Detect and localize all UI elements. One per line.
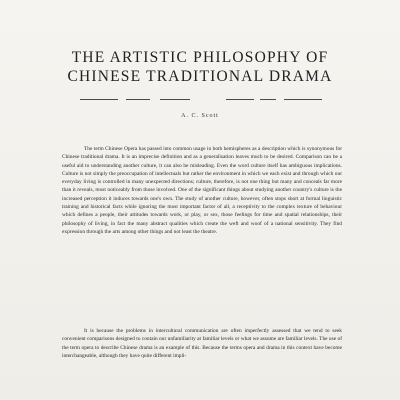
divider-segment bbox=[80, 99, 118, 100]
divider-segment bbox=[126, 99, 150, 100]
title-divider bbox=[80, 99, 322, 103]
author-byline: A. C. Scott bbox=[181, 113, 219, 119]
title-line-1: THE ARTISTIC PHILOSOPHY OF bbox=[71, 49, 329, 66]
divider-segment bbox=[160, 99, 190, 100]
divider-segment bbox=[260, 99, 276, 100]
body-paragraph-1: The term Chinese Opera has passed into common usage in both hemispheres as a description which is synonymous for Chinese traditional drama. It is an imprecise definition and as a generalisation leaves much to be desired. Comparison can be a useful aid to understanding another culture, it can also be misleading. Even the word culture itself has ambiguous implications. Culture is not simply the preoccupation of intellectuals but rather the environment in which we each exist and through which our everyday living is controlled in many unexpected directions; culture, therefore, is not one thing but many and conceals far more than it reveals, most noticeably from those involved. One of the significant things about studying another country's culture is the increased perception it induces towards one's own. The study of another culture, however, often stops short at formal linguistic training and historical facts while ignoring the most important factor of all, a receptivity to the complex texture of behaviour which defines a people, their attitudes towards work, or play, or sex, those feelings for time and spatial relationships, their philosophy of living, in fact the many abstract qualities which create the weft and woof of a national sensitivity. They find expression through the arts among other things and not least the theatre. bbox=[62, 146, 342, 235]
body-paragraph-2: It is because the problems in intercultural communication are often imperfectly assessed that we tend to seek convenient comparisons designed to contain our unfamiliarity at familiar levels or what we assume are familiar levels. The use of the term opera to describe Chinese drama is an example of this. Because the terms opera and drama in this context have become interchangeable, although they have quite different impli- bbox=[62, 328, 342, 359]
article-title bbox=[0, 48, 400, 86]
divider-segment bbox=[226, 99, 254, 100]
title-line-2: CHINESE TRADITIONAL DRAMA bbox=[67, 68, 333, 85]
divider-segment bbox=[284, 99, 322, 100]
